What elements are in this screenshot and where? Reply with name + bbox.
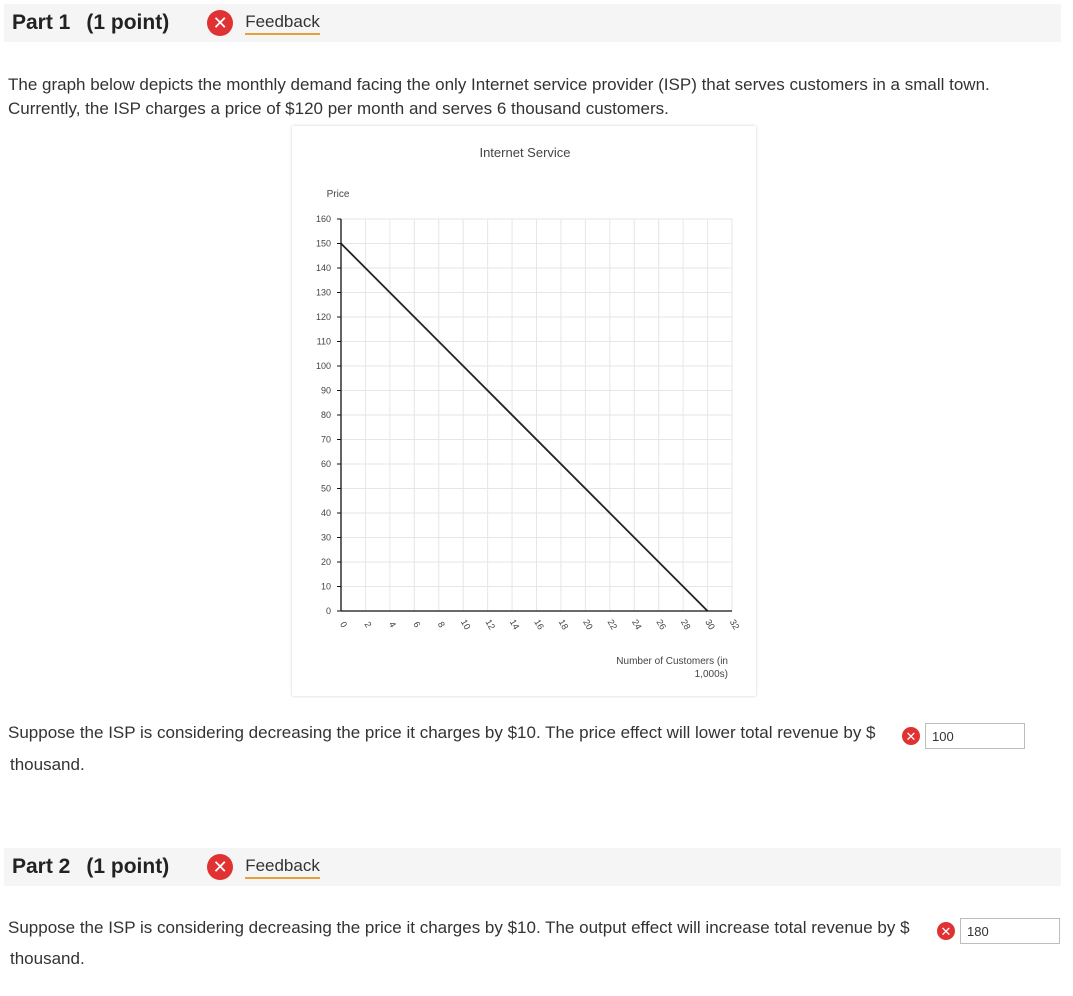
y-tick-label: 140: [315, 263, 331, 273]
demand-chart-svg: [292, 126, 756, 696]
x-tick-label: 2: [362, 619, 374, 630]
y-tick-label: 110: [316, 336, 331, 347]
y-tick-label: 150: [315, 238, 331, 249]
part2-header: [4, 848, 1061, 886]
x-tick-label: 26: [654, 617, 669, 632]
part2-feedback-link[interactable]: Feedback: [245, 856, 320, 879]
y-tick-label: 60: [320, 459, 331, 469]
x-tick-label: 4: [386, 619, 399, 630]
x-tick-label: 8: [435, 619, 447, 630]
x-tick-label: 6: [411, 619, 423, 630]
part1-question: Suppose the ISP is considering decreasing the price it charges by $10. The price effect will lower total revenue by $: [8, 723, 876, 742]
chart-grid: [341, 219, 732, 611]
error-x-icon: ✕: [937, 922, 955, 940]
y-tick-label: 0: [325, 606, 331, 616]
x-tick-label: 28: [678, 617, 693, 632]
part1-intro-line1: The graph below depicts the monthly demand facing the only Internet service provider (ISP) that serves customers in a small town.: [8, 75, 990, 94]
error-x-icon: ✕: [902, 727, 920, 745]
part1-intro-line2: Currently, the ISP charges a price of $120 per month and serves 6 thousand customers.: [8, 99, 669, 118]
y-tick-label: 100: [315, 361, 331, 371]
part2-unit: thousand.: [10, 949, 85, 968]
y-tick-label: 40: [320, 508, 331, 518]
y-tick-label: 90: [320, 385, 331, 396]
part1-points: (1 point): [86, 11, 170, 34]
x-tick-label: 18: [556, 617, 571, 632]
error-x-icon: ✕: [207, 854, 233, 880]
error-x-icon: ✕: [207, 10, 233, 36]
x-tick-label: 14: [507, 617, 522, 632]
y-tick-label: 10: [320, 581, 331, 592]
y-tick-label: 160: [315, 214, 331, 224]
part2-points: (1 point): [86, 855, 170, 878]
part1-unit: thousand.: [10, 755, 85, 774]
part1-answer-input[interactable]: [925, 723, 1025, 749]
part2-answer-input[interactable]: [960, 918, 1060, 944]
chart-ticks: [316, 214, 741, 631]
part2-title: Part 2: [12, 855, 71, 878]
y-tick-label: 120: [315, 312, 331, 322]
demand-chart: [292, 126, 756, 696]
x-tick-label: 32: [727, 617, 742, 632]
y-tick-label: 50: [320, 483, 331, 494]
x-tick-label: 0: [338, 619, 350, 630]
y-tick-label: 30: [320, 532, 331, 543]
part1-title: Part 1: [12, 11, 71, 34]
x-tick-label: 10: [458, 617, 473, 632]
chart-title: Internet Service: [479, 145, 571, 160]
y-tick-label: 80: [320, 410, 331, 420]
x-tick-label: 16: [532, 617, 546, 632]
x-tick-label: 22: [605, 617, 620, 632]
y-tick-label: 70: [320, 434, 331, 445]
y-tick-label: 130: [315, 287, 331, 298]
chart-x-axis-label-line2: 1,000s): [694, 669, 728, 680]
y-tick-label: 20: [320, 557, 331, 567]
chart-y-axis-label: Price: [326, 189, 350, 200]
chart-x-axis-label-line1: Number of Customers (in: [616, 656, 728, 667]
x-tick-label: 12: [483, 617, 498, 632]
x-tick-label: 24: [630, 617, 644, 632]
x-tick-label: 20: [581, 617, 595, 632]
part1-feedback-link[interactable]: Feedback: [245, 12, 320, 35]
demand-curve-line: [341, 244, 708, 612]
part1-header: [4, 4, 1061, 42]
chart-series: [341, 244, 708, 612]
x-tick-label: 30: [703, 617, 717, 632]
part2-question: Suppose the ISP is considering decreasing the price it charges by $10. The output effect will increase total revenue by $: [8, 918, 910, 937]
